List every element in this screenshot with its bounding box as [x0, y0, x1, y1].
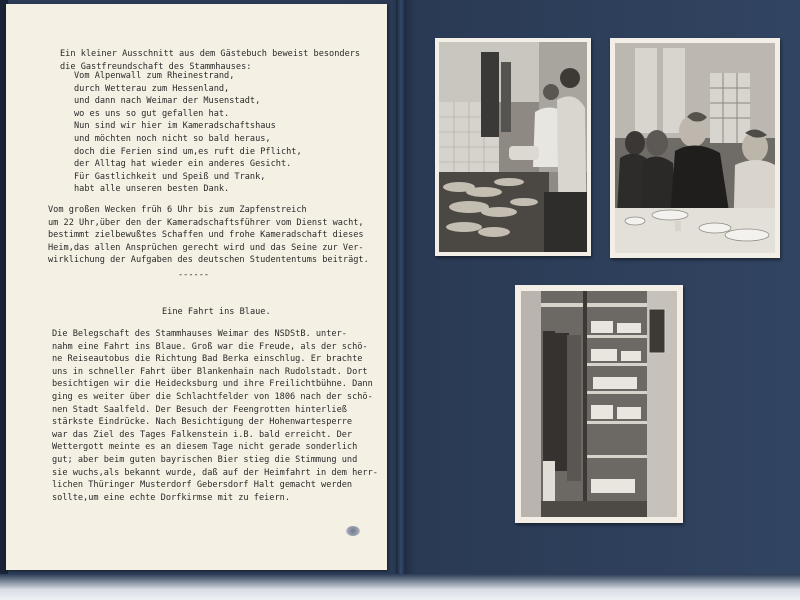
typed-document-page [6, 4, 387, 570]
photo-wardrobe [515, 285, 683, 523]
guestbook-poem: Vom Alpenwall zum Rheinestrand, durch Wetterau zum Hessenland, und dann nach Weimar der Musenstadt, wo es uns so gut gefallen hat. Nun sind wir hier im Kameradschaftshaus und möchten noch nicht so bald heraus, doch die Ferien sind um,es ruft die Pflicht, der Alltag hat wieder ein anderes Gesicht. Für Gastlichkeit und Speiß und Trank, habt alle unseren besten Dank. [74, 71, 302, 195]
guestbook-intro: Ein kleiner Ausschnitt aus dem Gästebuch beweist besonders die Gastfreundschaft des Stammhauses: [60, 49, 361, 72]
table-surface [0, 574, 800, 600]
wardrobe-photo-image [521, 291, 677, 517]
schedule-paragraph: Vom großen Wecken früh 6 Uhr bis zum Zapfenstreich um 22 Uhr,über den der Kameradschaftsführer vom Dienst wacht, bestimmt zielbewußtes Schaffen und frohe Kameradschaft dieses Heim,das allen Ansprüchen gerecht wird und das Seine zur Ver- wirklichung der Aufgaben des deutschen Studententums beiträgt. [48, 205, 369, 266]
photo-kitchen [435, 38, 591, 256]
section-divider: ------ [178, 270, 210, 280]
dining-photo-image [615, 43, 775, 253]
paper-stain [346, 526, 360, 536]
kitchen-photo-image [439, 42, 587, 252]
trip-heading: Eine Fahrt ins Blaue. [162, 307, 271, 317]
trip-paragraph: Die Belegschaft des Stammhauses Weimar des NSDStB. unter- nahm eine Fahrt ins Blaue. Groß war die Freude, als der schö- ne Reiseautobus die Richtung Bad Berka einschlug. Er brachte uns in schneller Fahrt über Blankenhain nach Rudolstadt. Dort besichtigen wir die Heidecksburg und ihre Freilichtbühne. Dann ging es weiter über die Schlachtfelder von 1806 nach der schö- nen Stadt Saalfeld. Der Besuch der Feengrotten hinterließ stärkste Eindrücke. Nach Besichtigung der Hohenwartesperre war das Ziel des Tages Falkenstein i.B. bald erreicht. Der Wettergott meinte es an diesem Tage nicht gerade sonderlich gut; aber beim guten bayrischen Bier stieg die Stimmung und sie wuchs,als bekannt wurde, daß auf der Heimfahrt in dem herr- lichen Thüringer Musterdorf Gebersdorf Halt gemacht werden sollte,um eine echte Dorfkirmse mit zu feiern. [52, 329, 378, 503]
photo-dining [610, 38, 780, 258]
